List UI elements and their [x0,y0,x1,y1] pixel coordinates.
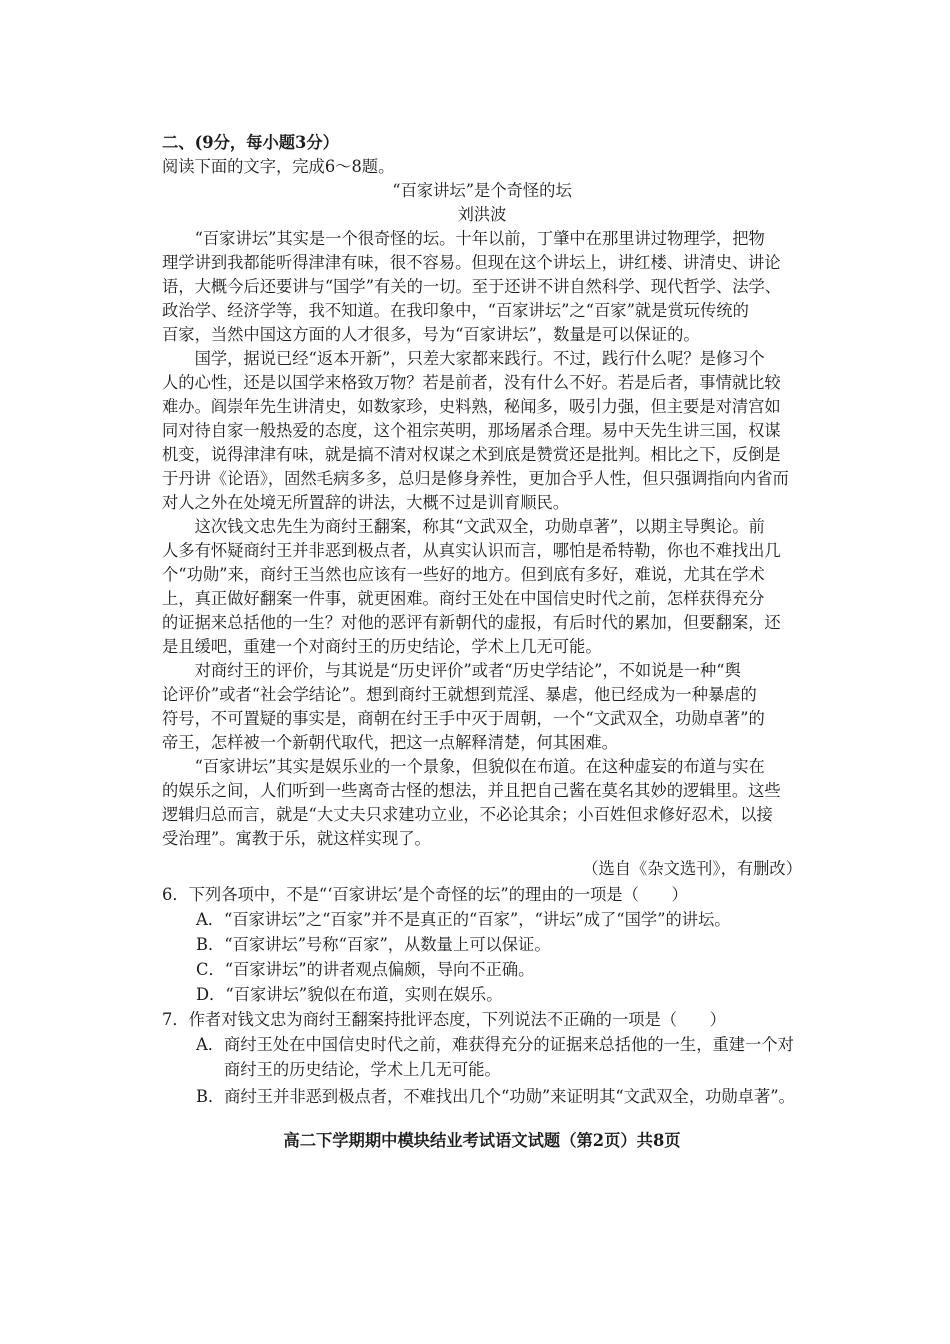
article-line: 人的心性，还是以国学来格致万物？若是前者，没有什么不好。若是后者，事情就比较 [162,373,781,392]
section-heading: 二、(9分，每小题3分） [162,133,339,152]
article-line: 符号，不可置疑的事实是，商朝在纣王手中灭于周朝，一个“文武双全，功勋卓著”的 [162,709,765,728]
section-instruction: 阅读下面的文字，完成6～8题。 [162,157,395,176]
option-b: B．商纣王并非恶到极点者，不难找出几个“功勋”来证明其“文武双全，功勋卓著”。 [196,1087,795,1106]
article-line: 难办。阎崇年先生讲清史，如数家珍，史料熟，秘闻多，吸引力强，但主要是对清宫如 [162,397,781,416]
article-line: 人多有怀疑商纣王并非恶到极点者，从真实认识而言，哪怕是希特勒，你也不难找出几 [162,541,781,560]
question-stem: 6．下列各项中，不是“‘百家讲坛’是个奇怪的坛”的理由的一项是（ ） [162,885,688,904]
option-b: B．“百家讲坛”号称“百家”，从数量上可以保证。 [196,935,551,954]
article-line: 逻辑归总而言，就是“大丈夫只求建功立业，不必论其余；小百姓但求修好忍术，以接 [162,805,773,824]
article-line: 于丹讲《论语》，固然毛病多多，总归是修身养性，更加合乎人性，但只强调指向内省而 [162,469,789,488]
article-line: 论评价”或者“社会学结论”。想到商纣王就想到荒淫、暴虐，他已经成为一种暴虐的 [162,685,757,704]
article-line: 理学讲到我都能听得津津有味，很不容易。但现在这个讲坛上，讲红楼、讲清史、讲论 [162,253,781,272]
article-line: 个“功勋”来，商纣王当然也应该有一些好的地方。但到底有多好，难说，尤其在学术 [162,565,765,584]
article-line: “百家讲坛”其实是娱乐业的一个景象，但貌似在布道。在这种虚妄的布道与实在 [162,757,765,776]
option-a: A．商纣王处在中国信史时代之前，难获得充分的证据来总括他的一生，重建一个对 [196,1035,794,1054]
article-line: 百家，当然中国这方面的人才很多，号为“百家讲坛”，数量是可以保证的。 [162,325,700,344]
option-a-continued: 商纣王的历史结论，学术上几无可能。 [224,1060,501,1079]
article-line: 这次钱文忠先生为商纣王翻案，称其“文武双全，功勋卓著”，以期主导舆论。前 [162,517,765,536]
article-line: “百家讲坛”其实是一个很奇怪的坛。十年以前，丁肇中在那里讲过物理学，把物 [162,229,765,248]
article-source: （选自《杂文选刊》，有删改） [582,859,802,878]
article-line: 的娱乐之间，人们听到一些离奇古怪的想法，并且把自己酱在莫名其妙的逻辑里。这些 [162,781,781,800]
article-line: 受治理”。寓教于乐，就这样实现了。 [162,829,431,848]
option-c: C．“百家讲坛”的讲者观点偏颇，导向不正确。 [196,960,535,979]
article-line: 对人之外在处境无所置辞的讲法，大概不过是训育顺民。 [162,493,570,512]
article-line: 的证据来总括他的一生？对他的恶评有新朝代的虚报，有后时代的累加，但要翻案，还 [162,613,781,632]
article-line: 是且缓吧，重建一个对商纣王的历史结论，学术上几无可能。 [162,637,602,656]
article-line: 同对待自家一般热爱的态度，这个祖宗英明，那场屠杀合理。易中天先生讲三国，权谋 [162,421,781,440]
article-line: 上，真正做好翻案一件事，就更困难。商纣王处在中国信史时代之前，怎样获得充分 [162,589,765,608]
article-line: 对商纣王的评价，与其说是“历史评价”或者“历史学结论”，不如说是一种“舆 [162,661,741,680]
option-d: D．“百家讲坛”貌似在布道，实则在娱乐。 [196,985,503,1004]
article-title: “百家讲坛”是个奇怪的坛 [392,181,572,200]
article-line: 机变，说得津津有味，就是搞不清对权谋之术到底是赞赏还是批判。相比之下，反倒是 [162,445,781,464]
question-stem: 7．作者对钱文忠为商纣王翻案持批评态度，下列说法不正确的一项是（ ） [162,1010,726,1029]
article-author: 刘洪波 [457,205,507,224]
page-footer: 高二下学期期中模块结业考试语文试题（第2页）共8页 [283,1131,681,1150]
option-a: A．“百家讲坛”之“百家”并不是真正的“百家”，“讲坛”成了“国学”的讲坛。 [196,910,731,929]
article-line: 国学，据说已经“返本开新”，只差大家都来践行。不过，践行什么呢？是修习个 [162,349,765,368]
article-line: 政治学、经济学等，我不知道。在我印象中，“百家讲坛”之“百家”就是赏玩传统的 [162,301,749,320]
article-line: 帝王，怎样被一个新朝代取代，把这一点解释清楚，何其困难。 [162,733,618,752]
article-line: 语，大概今后还要讲与“国学”有关的一切。至于还讲不讲自然科学、现代哲学、法学、 [162,277,782,296]
